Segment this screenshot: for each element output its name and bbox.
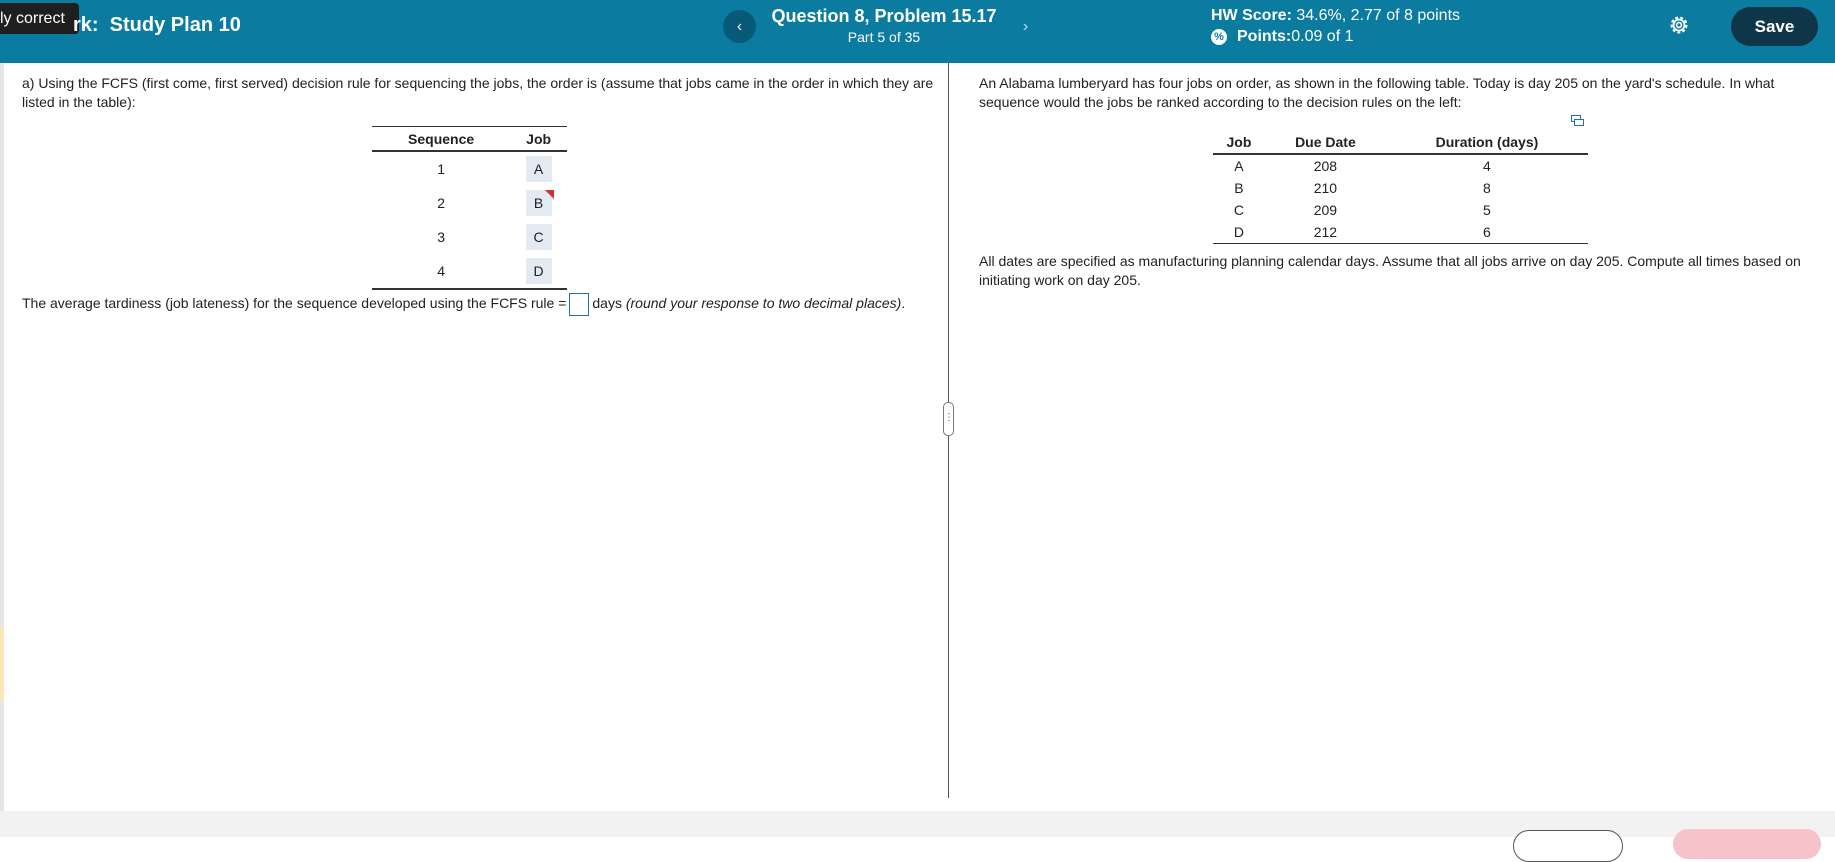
job-answer-dropdown[interactable] <box>526 156 552 182</box>
jobs-header-job: Job <box>1213 131 1265 154</box>
job-name: C <box>1233 202 1245 218</box>
sequence-number: 3 <box>437 229 445 245</box>
table-row <box>1213 154 1588 177</box>
tardiness-end: . <box>901 295 906 311</box>
table-row <box>372 220 567 254</box>
table-row <box>1213 199 1588 221</box>
incorrect-flag-icon <box>545 190 554 199</box>
tardiness-answer-input[interactable] <box>569 293 589 316</box>
assignment-title: rk: Study Plan 10 <box>73 14 241 36</box>
tardiness-hint: (round your response to two decimal places) <box>625 295 902 311</box>
hw-score-value: 34.6%, 2.77 of 8 points <box>1291 7 1461 24</box>
due-date: 210 <box>1313 180 1338 196</box>
job-answer-value: B <box>533 195 544 211</box>
table-row <box>1213 221 1588 244</box>
due-date: 212 <box>1265 221 1386 244</box>
duration: 4 <box>1483 158 1491 174</box>
due-date: 209 <box>1313 202 1338 218</box>
duration: 6 <box>1386 221 1588 244</box>
job-cell <box>510 151 567 186</box>
job-header: Job <box>510 127 567 152</box>
job-name: D <box>1213 221 1265 244</box>
duration: 8 <box>1483 180 1491 196</box>
due-date: 208 <box>1313 158 1338 174</box>
problem-intro: An Alabama lumberyard has four jobs on order, as shown in the following table. Today is day 205 on the yard's schedule. In what sequence would the jobs be ranked according to the decision rules on the left: <box>979 75 1775 110</box>
jobs-header-due-date: Due Date <box>1265 131 1386 154</box>
save-button[interactable]: Save <box>1731 7 1818 46</box>
job-name: A <box>1234 158 1244 174</box>
clear-all-button[interactable] <box>1513 830 1623 862</box>
job-cell <box>510 186 567 220</box>
sequence-table <box>372 126 567 290</box>
table-row <box>372 151 567 186</box>
hw-score <box>1211 7 1460 25</box>
points-value: 0.09 of 1 <box>1291 28 1354 45</box>
points <box>1211 28 1354 46</box>
partial-credit-icon: % <box>1211 29 1227 45</box>
top-bar <box>0 0 1835 63</box>
job-answer-value: A <box>533 161 544 177</box>
job-cell <box>510 254 567 289</box>
copy-table-icon[interactable] <box>1571 115 1584 126</box>
hw-score-label: HW Score: <box>1211 7 1292 24</box>
duration: 5 <box>1483 202 1491 218</box>
job-answer-dropdown[interactable] <box>526 224 552 250</box>
tardiness-suffix: days <box>592 295 622 311</box>
points-label: Points: <box>1237 28 1292 45</box>
question-a-text: a) Using the FCFS (first come, first served) decision rule for sequencing the jobs, the order is (assume that jobs came in the order in which they are listed in the table): <box>22 75 934 110</box>
sequence-number: 2 <box>437 195 445 211</box>
dates-note: All dates are specified as manufacturing planning calendar days. Assume that all jobs arrive on day 205. Compute all times based on initiating work on day 205. <box>979 253 1801 288</box>
sequence-number: 1 <box>437 161 445 177</box>
job-answer-value: D <box>533 263 544 279</box>
job-answer-dropdown[interactable] <box>526 190 552 216</box>
table-row <box>372 186 567 220</box>
left-edge-highlight <box>0 627 4 700</box>
gear-icon[interactable] <box>1667 13 1691 37</box>
check-answer-button[interactable] <box>1673 829 1821 859</box>
table-row <box>372 254 567 289</box>
sequence-header: Sequence <box>372 127 510 152</box>
question-part: Part 5 of 35 <box>847 29 921 45</box>
status-toast: ly correct <box>0 3 79 34</box>
tardiness-prefix: The average tardiness (job lateness) for the sequence developed using the FCFS rule = <box>22 295 567 311</box>
next-question-button[interactable]: › <box>1022 18 1029 35</box>
previous-question-button[interactable]: ‹ <box>723 10 756 43</box>
job-answer-dropdown[interactable] <box>526 258 552 284</box>
job-name: B <box>1234 180 1244 196</box>
job-cell <box>510 220 567 254</box>
sequence-number: 4 <box>372 254 510 289</box>
tardiness-question <box>22 292 922 316</box>
jobs-table <box>1213 131 1588 244</box>
question-title: Question 8, Problem 15.17 <box>771 6 997 26</box>
job-answer-value: C <box>533 229 544 245</box>
table-row <box>1213 177 1588 199</box>
resize-handle[interactable]: ⋮ <box>943 402 954 436</box>
jobs-header-duration: Duration (days) <box>1386 131 1588 154</box>
